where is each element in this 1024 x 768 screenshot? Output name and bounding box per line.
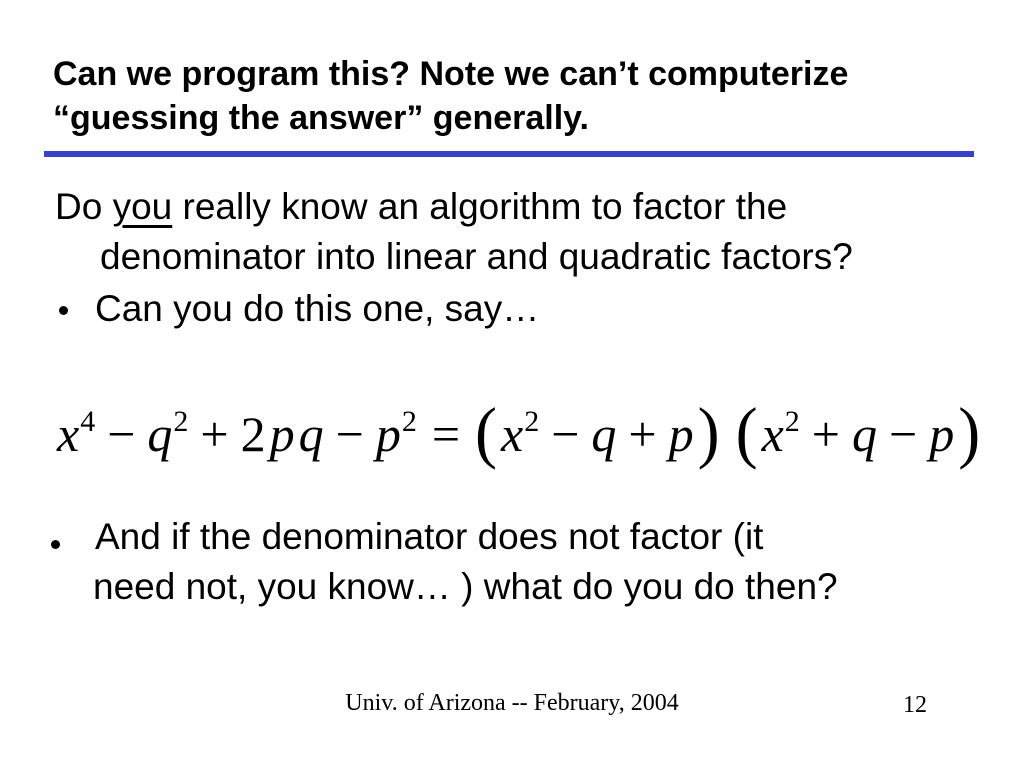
formula-token: p	[929, 406, 955, 462]
formula-paren: )	[697, 394, 720, 471]
formula-token: $x^4$	[57, 405, 96, 462]
footer-credit: Univ. of Arizona -- February, 2004	[345, 690, 679, 716]
formula-token: 2	[240, 406, 266, 462]
formula-token: −	[335, 406, 364, 462]
formula-token: $q^2$	[147, 405, 189, 462]
formula-token: +	[811, 406, 840, 462]
title-divider-rule	[44, 151, 974, 157]
formula-superscript: 2	[784, 405, 800, 438]
formula-token: q	[298, 406, 324, 462]
formula-token: −	[888, 406, 918, 462]
formula-token: p	[668, 406, 694, 462]
formula-paren: (	[735, 394, 758, 471]
para1-underlined-word: you	[112, 186, 173, 227]
formula-token: p	[269, 406, 295, 462]
bullet2-line2: need not, you know… ) what do you do then?	[93, 566, 838, 607]
formula-token: $p^2$	[375, 405, 417, 462]
bullet-dot	[59, 306, 68, 315]
formula-superscript: 2	[524, 405, 540, 438]
formula-superscript: 2	[401, 405, 417, 438]
page-number: 12	[903, 692, 927, 718]
formula-token: +	[200, 406, 229, 462]
formula	[55, 394, 1015, 471]
formula-token: $x^2$	[761, 405, 800, 462]
para1-prefix: Do	[55, 186, 113, 227]
body-paragraph1-line2: denominator into linear and quadratic factors?	[100, 236, 853, 277]
para1-rest: really know an algorithm to factor the	[172, 186, 788, 227]
formula-paren: )	[958, 394, 981, 471]
body-paragraph1-line1	[55, 188, 787, 225]
formula-token: $x^2$	[501, 405, 540, 462]
slide-title-line1: Can we program this? Note we can’t computerize	[53, 55, 849, 93]
bullet1-text: Can you do this one, say…	[95, 288, 540, 329]
formula-token: q	[591, 406, 617, 462]
bullet2-line1: And if the denominator does not factor (it	[95, 516, 764, 557]
formula-token: q	[851, 406, 877, 462]
formula-token: =	[431, 406, 461, 462]
formula-superscript: 4	[80, 405, 96, 438]
formula-token: +	[628, 406, 657, 462]
formula-token: −	[551, 406, 580, 462]
formula-superscript: 2	[173, 405, 189, 438]
bullet-dot	[51, 540, 60, 549]
formula-token: −	[107, 406, 136, 462]
formula-paren: (	[475, 394, 497, 471]
slide-title	[53, 52, 983, 140]
slide-title-line2: “guessing the answer” generally.	[53, 99, 589, 137]
